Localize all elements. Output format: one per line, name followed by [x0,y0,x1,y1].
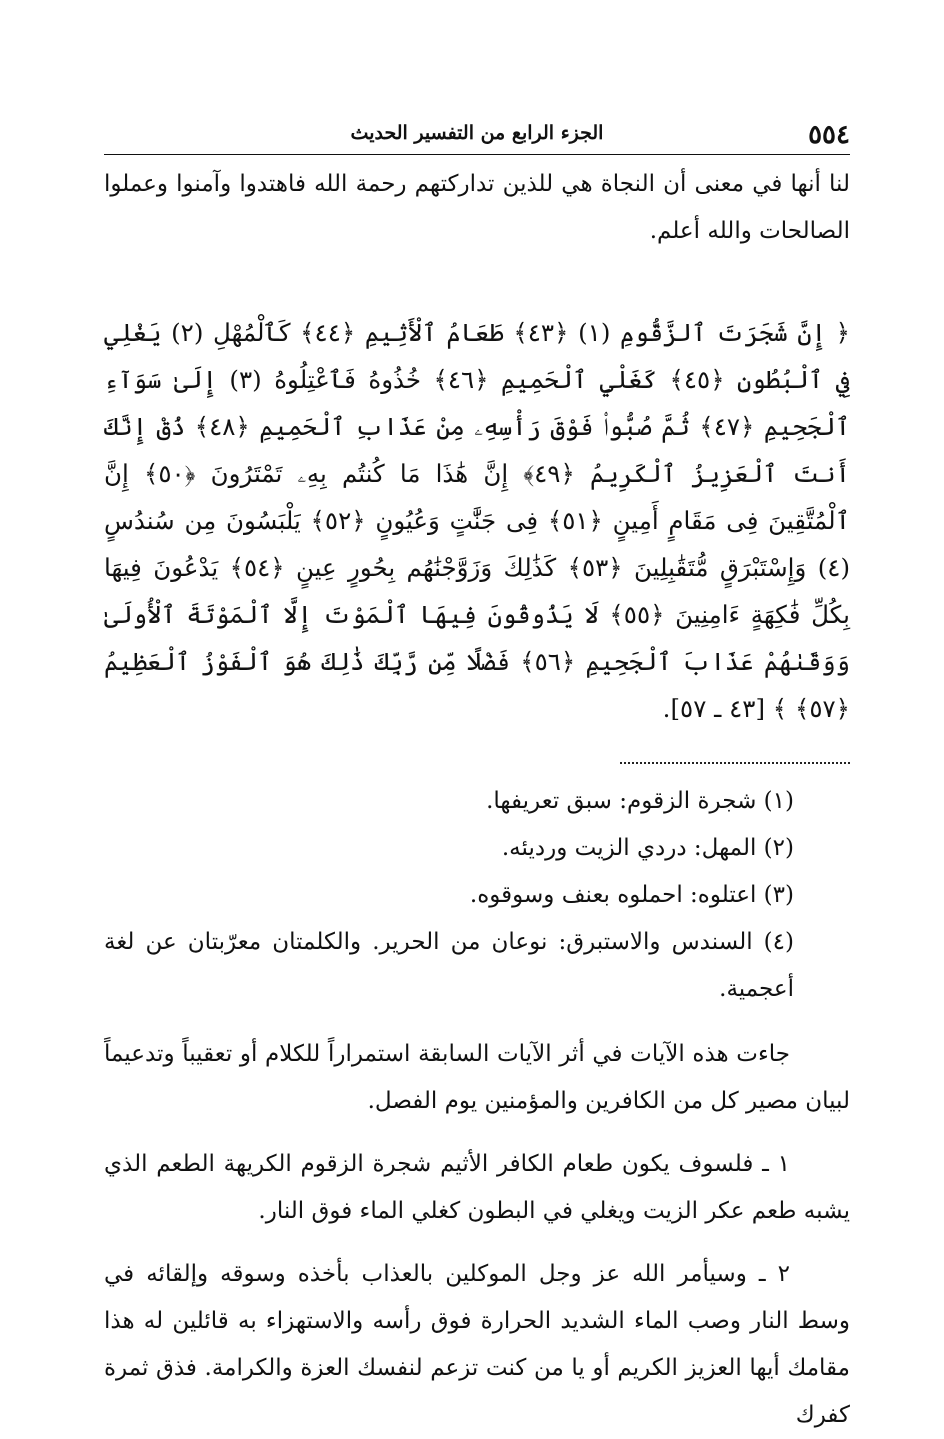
footnote-3: (٣) اعتلوه: احملوه بعنف وسوقوه. [469,882,794,908]
page-header [104,118,850,155]
page-number: ٥٥٤ [808,120,850,150]
intro-paragraph: لنا أنها في معنى أن النجاة هي للذين تداركتهم رحمة الله فاهتدوا وآمنوا وعملوا الصالحات والله أعلم. [104,171,850,244]
running-title: الجزء الرابع من التفسير الحديث [350,122,604,144]
footnote-2: (٢) المهل: دردي الزيت ورديئه. [501,835,794,861]
footnote-4: (٤) السندس والاستبرق: نوعان من الحرير. والكلمتان معرّبتان عن لغة أعجمية. [104,929,794,1002]
footnote-1: (١) شجرة الزقوم: سبق تعريفها. [486,788,794,814]
document-page [104,118,850,1439]
body-paragraph-1: جاءت هذه الآيات في أثر الآيات السابقة استمراراً للكلام أو تعقيباً وتدعيماً لبيان مصير كل من الكافرين والمؤمنين يوم الفصل. [104,1041,850,1114]
quran-verse-block: ﴿ إِنَّ شَجَرَتَ ٱلزَّقُّومِ (١) ﴿٤٣﴾ طَعَامُ ٱلْأَثِيمِ ﴿٤٤﴾ كَٱلْمُهْلِ (٢) يَغْلِي فِي ٱلْبُطُونِ ﴿٤٥﴾ كَغَلْيِ ٱلْحَمِيمِ ﴿٤٦﴾ خُذُوهُ فَٱعْتِلُوهُ (٣) إِلَىٰ سَوَآءِ ٱلْجَحِيمِ ﴿٤٧﴾ ثُمَّ صُبُّوا۟ فَوْقَ رَأْسِهِۦ مِنْ عَذَابِ ٱلْحَمِيمِ ﴿٤٨﴾ ذُقْ إِنَّكَ أَنتَ ٱلْعَزِيزُ ٱلْكَرِيمُ ﴿٤٩﴾ إِنَّ هَٰذَا مَا كُنتُم بِهِۦ تَمْتَرُونَ ﴿٥٠﴾ إِنَّ ٱلْمُتَّقِينَ فِى مَقَامٍ أَمِينٍ ﴿٥١﴾ فِى جَنَّٰتٍ وَعُيُونٍ ﴿٥٢﴾ يَلْبَسُونَ مِن سُندُسٍ (٤) وَإِسْتَبْرَقٍ مُّتَقَٰبِلِينَ ﴿٥٣﴾ كَذَٰلِكَ وَزَوَّجْنَٰهُم بِحُورٍ عِينٍ ﴿٥٤﴾ يَدْعُونَ فِيهَا بِكُلِّ فَٰكِهَةٍ ءَامِنِينَ ﴿٥٥﴾ لَا يَذُوقُونَ فِيهَا ٱلْمَوْتَ إِلَّا ٱلْمَوْتَةَ ٱلْأُولَىٰ وَوَقَىٰهُمْ عَذَابَ ٱلْجَحِيمِ ﴿٥٦﴾ فَضْلًا مِّن رَّبِّكَ ذَٰلِكَ هُوَ ٱلْفَوْزُ ٱلْعَظِيمُ ﴿٥٧﴾ ﴾ [٤٣ ـ ٥٧]. [104,318,851,723]
footnotes [104,778,850,1013]
body-paragraph-2: ١ ـ فلسوف يكون طعام الكافر الأثيم شجرة الزقوم الكريهة الطعم الذي يشبه طعم عكر الزيت ويغلي في البطون كغلي الماء فوق النار. [104,1151,850,1224]
body-paragraph-3: ٢ ـ وسيأمر الله عز وجل الموكلين بالعذاب بأخذه وسوقه وإلقائه في وسط النار وصب الماء الشديد الحرارة فوق رأسه والاستهزاء به قائلين له هذا مقامك أيها العزيز الكريم أو يا من كنت تزعم لنفسك العزة والكرامة. فذق ثمرة كفرك [104,1261,850,1428]
footnote-separator [620,762,850,764]
